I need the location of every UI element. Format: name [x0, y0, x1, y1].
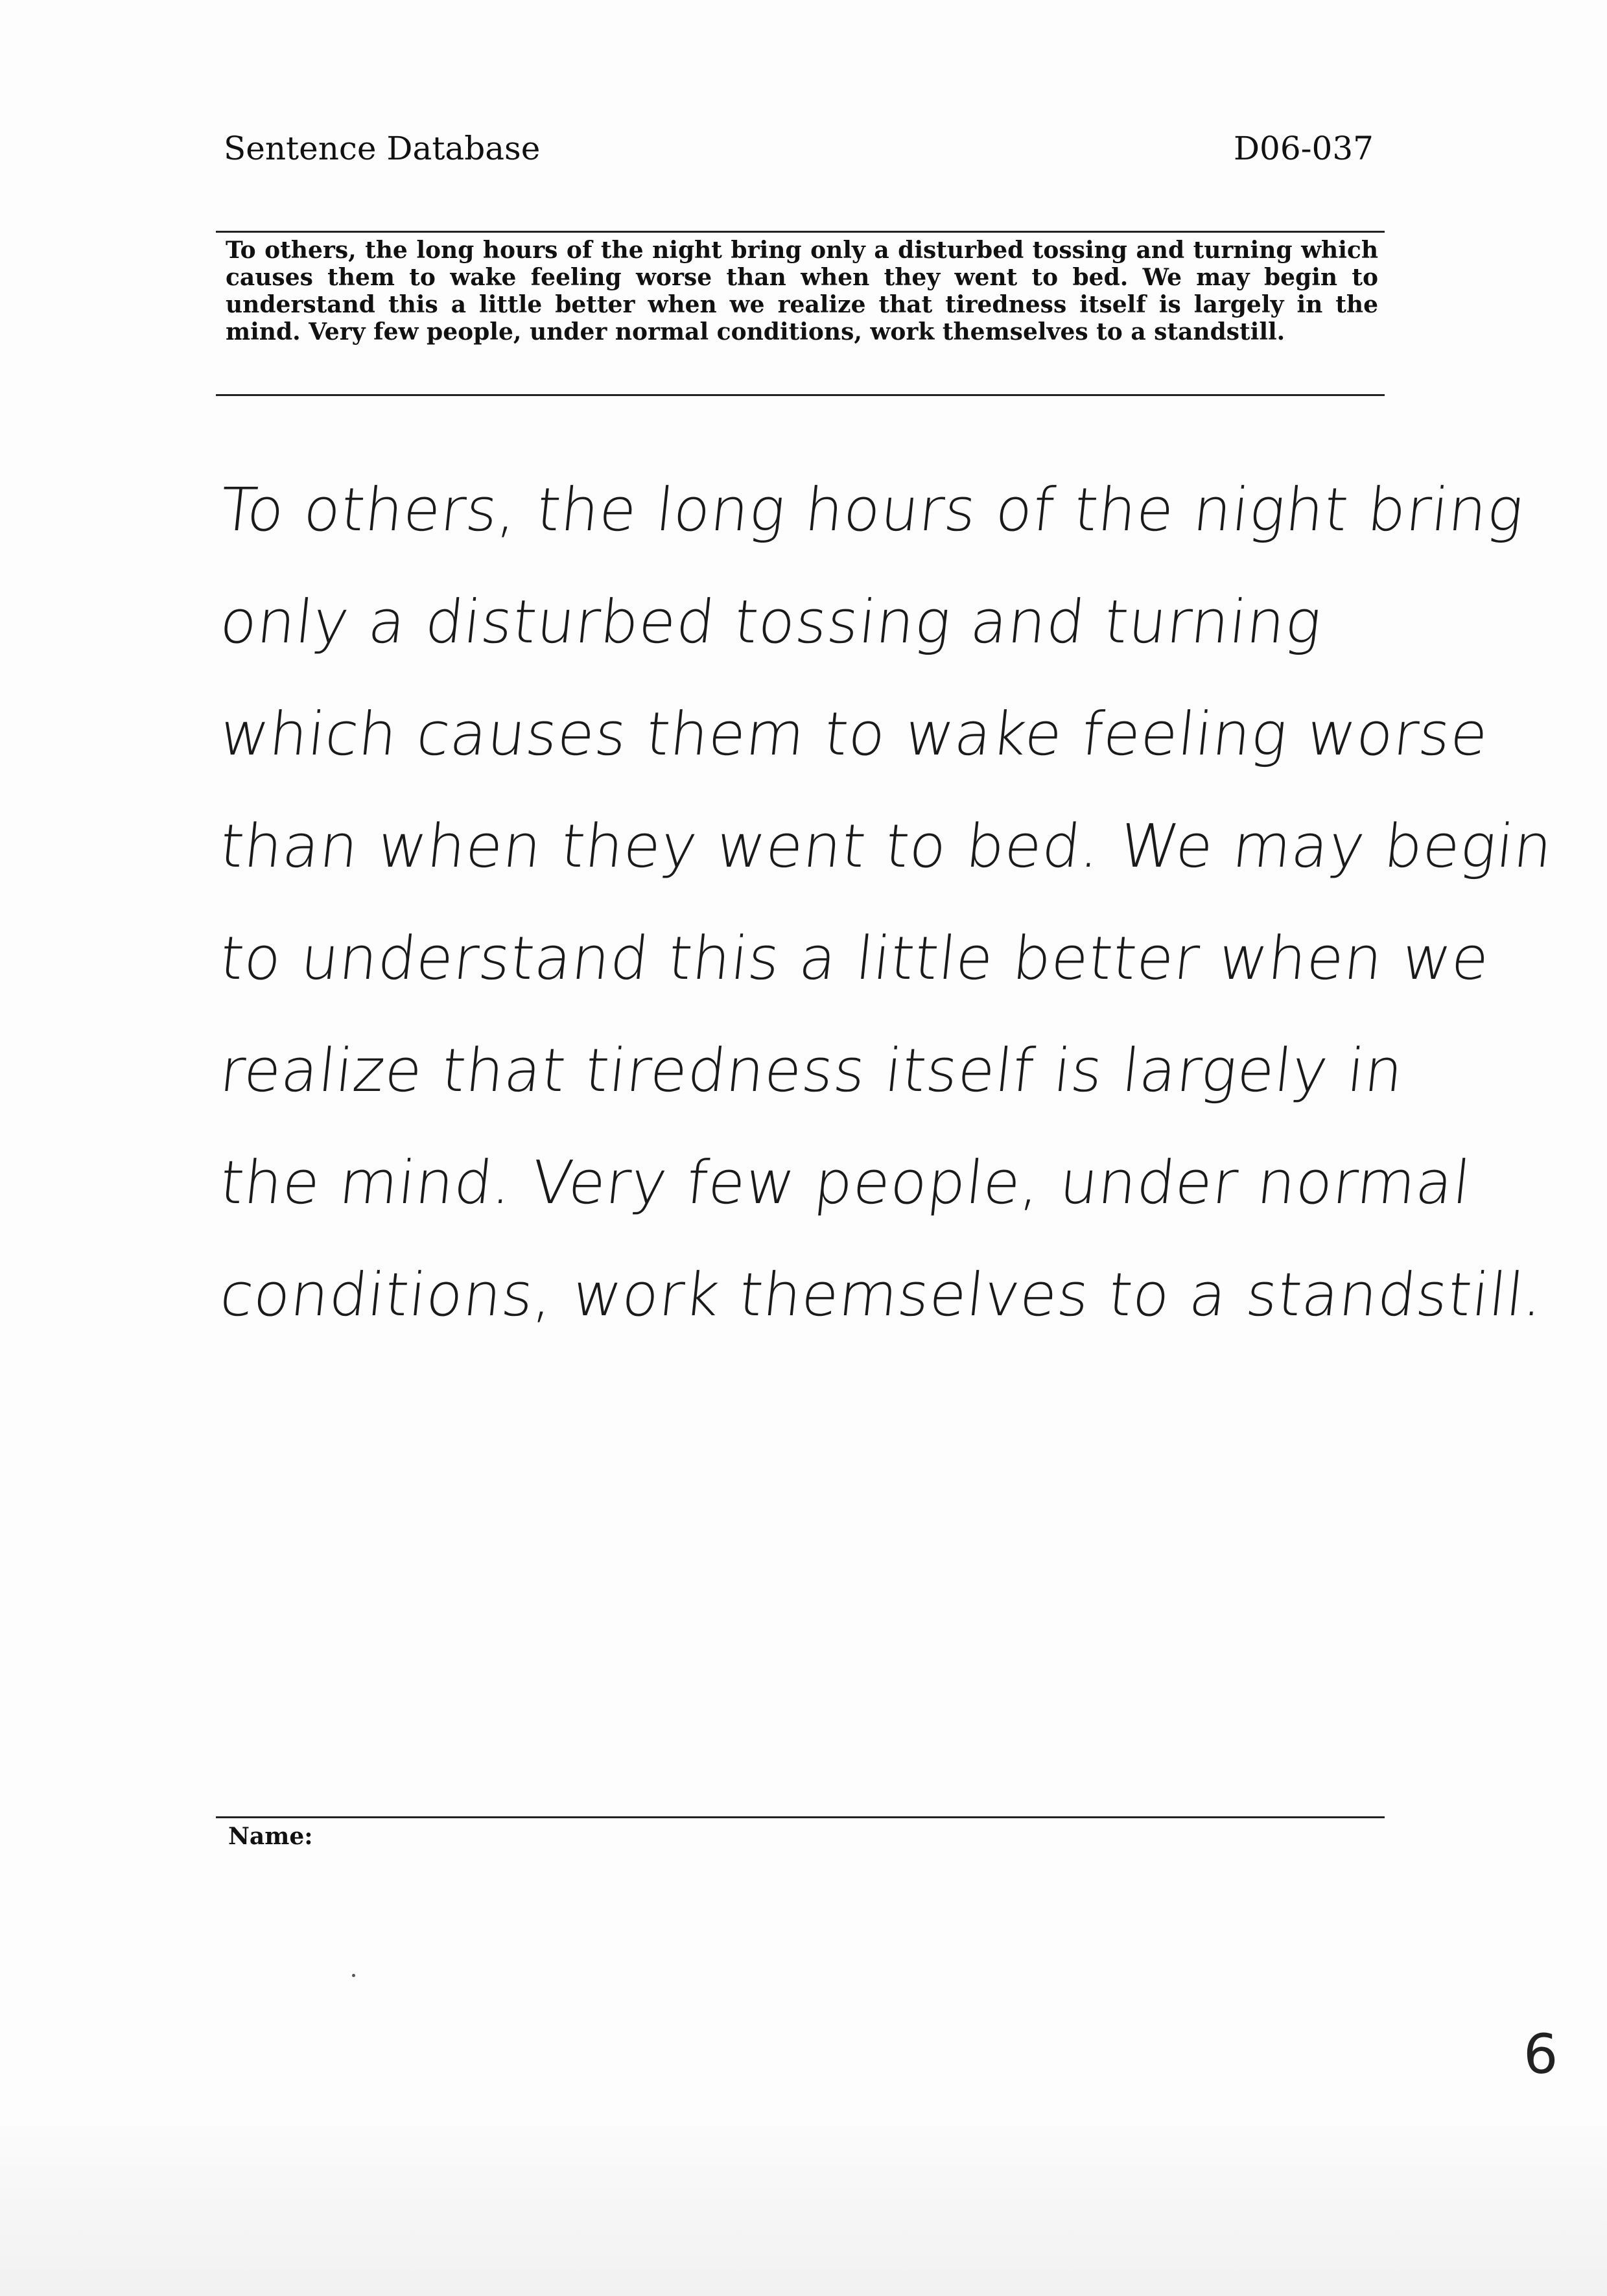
handwritten-line: than when they went to bed. We may begin — [217, 812, 1556, 881]
printed-sentence: To others, the long hours of the night bring only a disturbed tossing and turning which causes them to wake feeling worse than when they went to bed. We may begin to understand this a little better when we realize that tiredness itself is largely in the mind. Very few people, under normal conditions, work themselves to a standstill. — [226, 237, 1378, 346]
handwritten-line: conditions, work themselves to a standstill. — [217, 1260, 1547, 1330]
handwritten-line: to understand this a little better when we — [217, 924, 1493, 993]
scan-speck — [352, 1974, 355, 1977]
top-rule — [216, 231, 1385, 233]
page-number: 6 — [1523, 2022, 1558, 2086]
handwritten-text — [217, 454, 1556, 1351]
form-title: Sentence Database — [224, 130, 541, 167]
form-id: D06-037 — [1233, 130, 1374, 167]
bottom-rule — [216, 394, 1385, 396]
scan-shadow — [0, 2126, 1607, 2296]
name-label: Name: — [228, 1823, 313, 1850]
handwritten-line: realize that tiredness itself is largely in — [217, 1036, 1407, 1105]
name-rule — [216, 1816, 1385, 1818]
handwritten-line: To others, the long hours of the night bring — [217, 475, 1528, 545]
handwritten-line: the mind. Very few people, under normal — [217, 1148, 1474, 1217]
handwritten-line: which causes them to wake feeling worse — [217, 699, 1492, 769]
handwritten-line: only a disturbed tossing and turning — [217, 587, 1326, 657]
